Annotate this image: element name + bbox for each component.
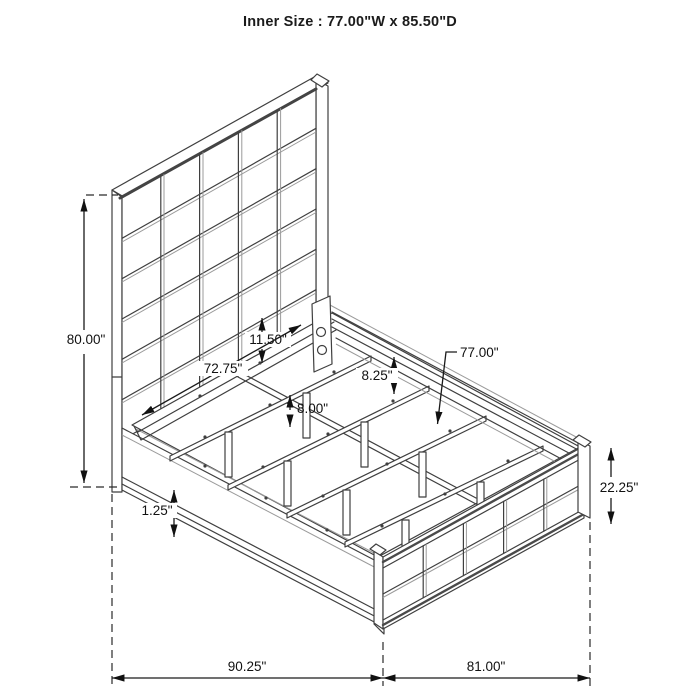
dimension-footboard-height	[600, 448, 639, 524]
rail-trim-label: 1.25"	[141, 503, 173, 518]
slat-length-label: 77.00"	[460, 345, 499, 360]
footboard-right-post	[578, 440, 590, 518]
diagram-title: Inner Size : 77.00"W x 85.50"D	[243, 14, 457, 30]
slat-clearance-label: 8.00"	[297, 401, 329, 416]
leg	[284, 461, 291, 506]
footboard-height-label: 22.25"	[599, 480, 639, 495]
overall-depth-label: 90.25"	[227, 659, 267, 674]
headboard-clearance-label: 11.50"	[249, 332, 287, 347]
leg	[225, 432, 232, 477]
footboard-left-side	[374, 551, 383, 629]
leg	[343, 490, 350, 535]
overall-width-label: 81.00"	[466, 659, 506, 674]
screw-dot	[198, 394, 201, 397]
leg	[419, 452, 426, 497]
side-rail-height-label: 8.25"	[361, 368, 393, 383]
overall-height-label: 80.00"	[66, 332, 106, 347]
inner-depth-label: 72.75"	[203, 361, 243, 376]
headboard-bracket	[312, 296, 332, 372]
headboard-left-post	[112, 190, 122, 492]
leg	[361, 422, 368, 467]
screw-dot	[258, 361, 261, 364]
